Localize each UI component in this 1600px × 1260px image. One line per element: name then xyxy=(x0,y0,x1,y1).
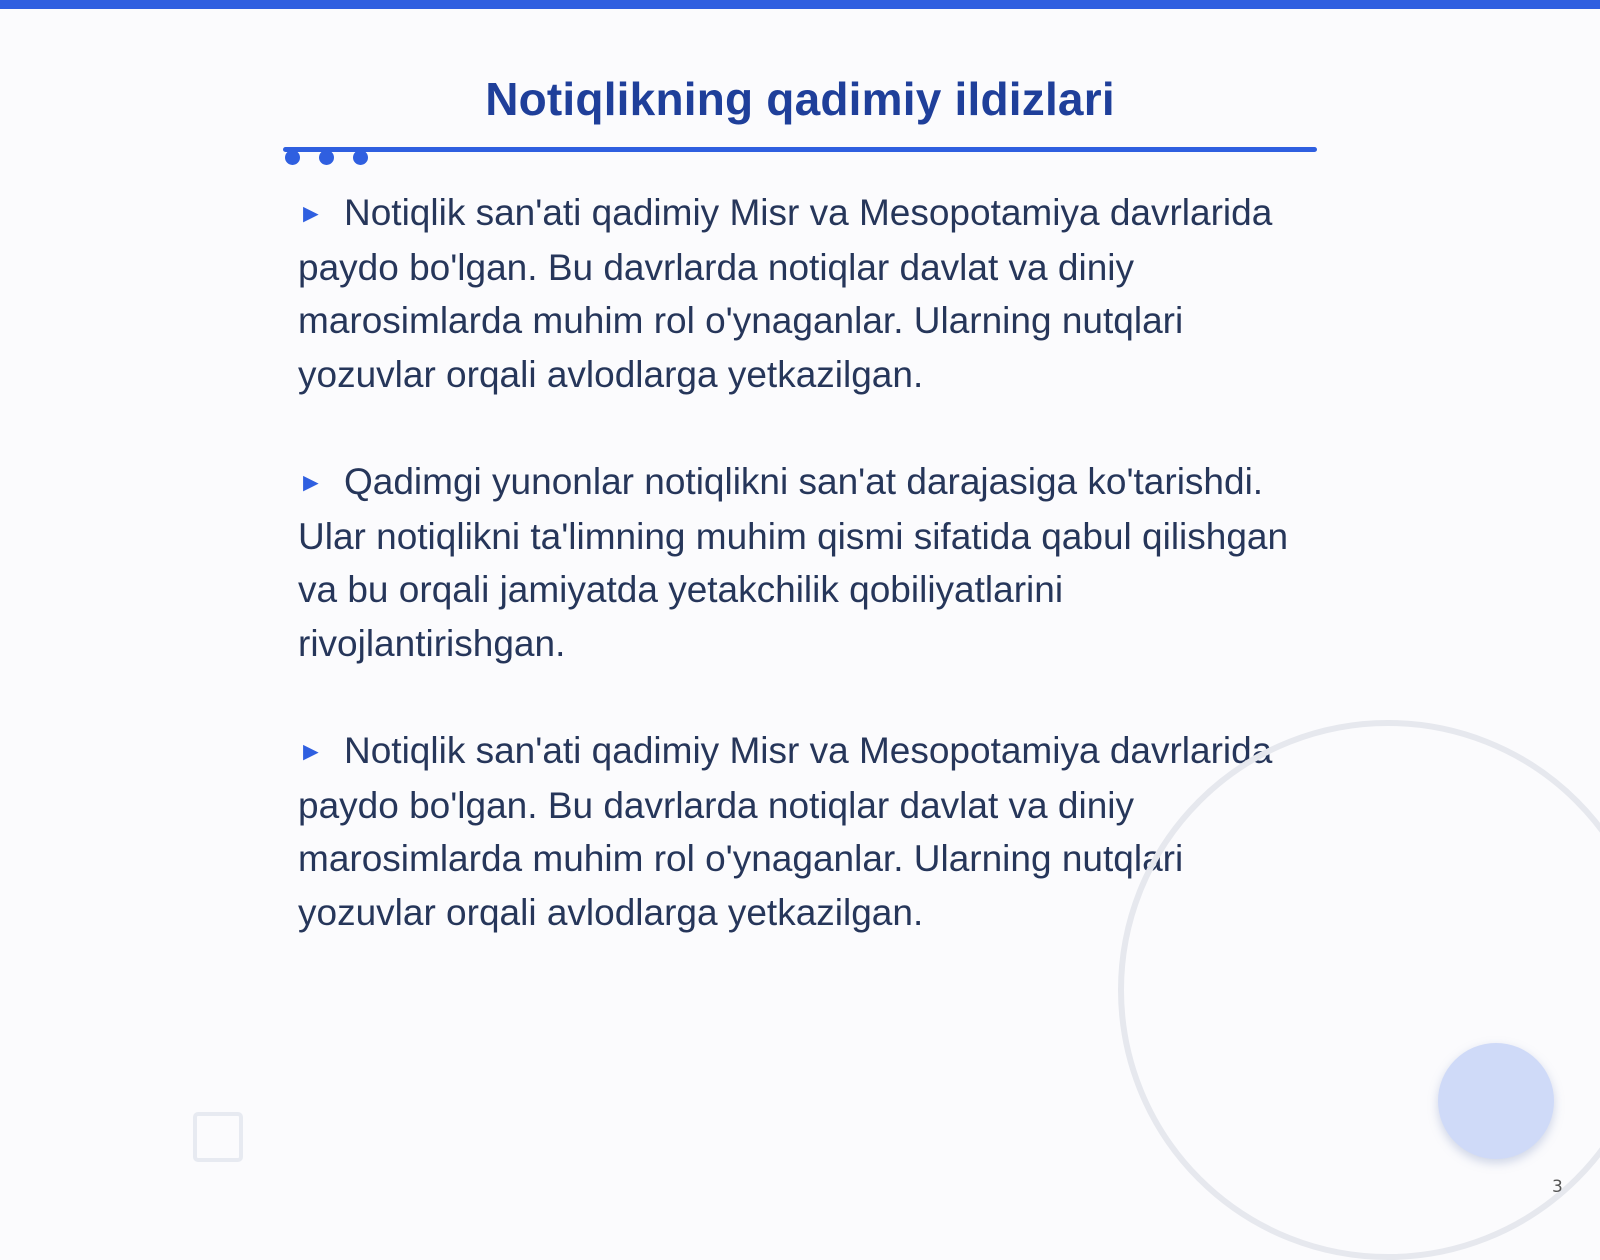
bullet-arrow-icon: ► xyxy=(298,467,324,497)
decorative-dot xyxy=(285,150,300,165)
paragraph-text: Qadimgi yunonlar notiqlikni san'at darajasiga ko'tarishdi. Ular notiqlikni ta'limning muhim qismi sifatida qabul qilishgan va bu orqali jamiyatda yetakchilik qobiliyatlarini rivojlantirishgan. xyxy=(298,461,1289,664)
slide-title: Notiqlikning qadimiy ildizlari xyxy=(485,73,1115,125)
decorative-dot xyxy=(319,150,334,165)
bullet-arrow-icon: ► xyxy=(298,198,324,228)
paragraph-text: Notiqlik san'ati qadimiy Misr va Mesopotamiya davrlarida paydo bo'lgan. Bu davrlarda notiqlar davlat va diniy marosimlarda muhim rol o'ynaganlar. Ularning nutqlari yozuvlar orqali avlodlarga yetkazilgan. xyxy=(298,730,1273,933)
bullet-paragraph-2 xyxy=(298,455,1308,670)
bullet-arrow-icon: ► xyxy=(298,736,324,766)
top-accent-bar xyxy=(0,0,1600,9)
decorative-square xyxy=(193,1112,243,1162)
decorative-dot xyxy=(353,150,368,165)
paragraph-text: Notiqlik san'ati qadimiy Misr va Mesopotamiya davrlarida paydo bo'lgan. Bu davrlarda notiqlar davlat va diniy marosimlarda muhim rol o'ynaganlar. Ularning nutqlari yozuvlar orqali avlodlarga yetkazilgan. xyxy=(298,192,1273,395)
page-number: 3 xyxy=(1552,1177,1563,1197)
decorative-circle xyxy=(1438,1043,1554,1159)
bullet-paragraph-1 xyxy=(298,186,1308,401)
title-underline xyxy=(283,147,1317,152)
